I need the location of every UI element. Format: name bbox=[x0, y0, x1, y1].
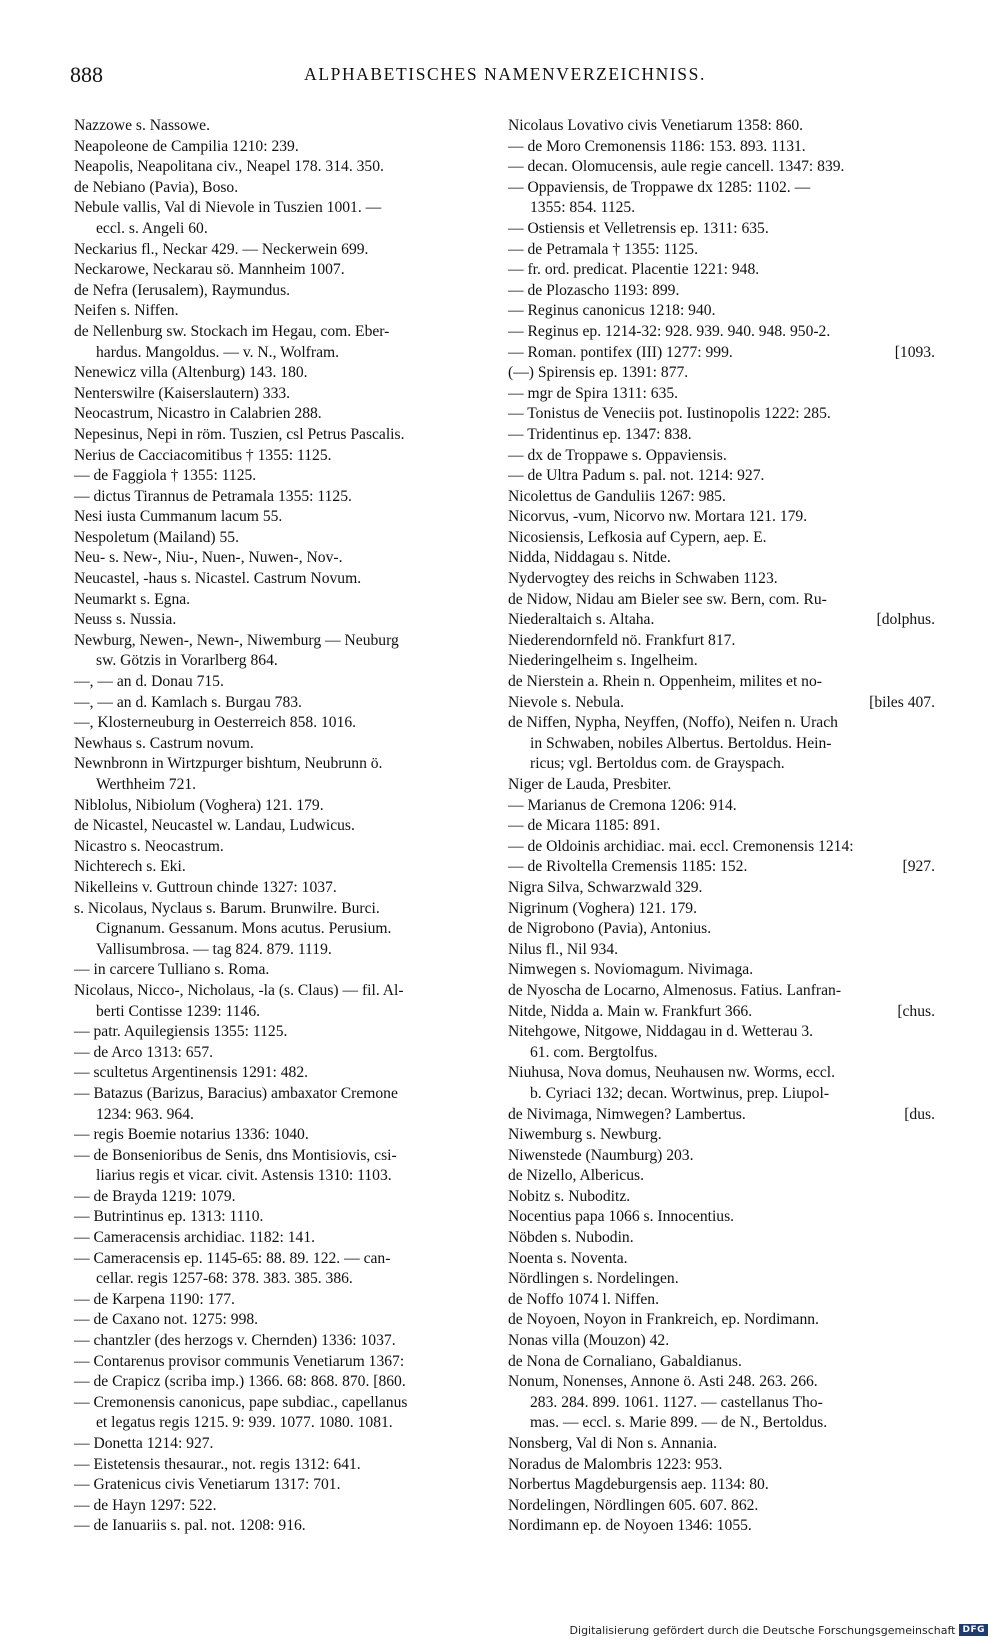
index-entry-text: Neocastrum, Nicastro in Calabrien 288. bbox=[74, 405, 322, 423]
index-entry-line bbox=[508, 1207, 943, 1228]
index-entry-text: Nicastro s. Neocastrum. bbox=[74, 837, 224, 855]
index-entry-line bbox=[508, 796, 943, 817]
index-entry-line bbox=[74, 610, 509, 631]
index-entry-line bbox=[74, 1434, 509, 1455]
page-header bbox=[70, 62, 940, 92]
index-entry-line bbox=[74, 1372, 509, 1393]
index-entry-line bbox=[74, 940, 509, 961]
index-entry-line bbox=[508, 610, 943, 631]
index-entry-text: Nebule vallis, Val di Nievole in Tuszien 1001. — bbox=[74, 199, 382, 217]
left-column bbox=[74, 116, 509, 1537]
index-entry-text: Neifen s. Niffen. bbox=[74, 302, 179, 320]
index-entry-line bbox=[74, 1413, 509, 1434]
index-entry-text: Nocentius papa 1066 s. Innocentius. bbox=[508, 1208, 735, 1226]
index-entry-text: — de Rivoltella Cremensis 1185: 152. bbox=[508, 858, 748, 876]
index-entry-text: — de Karpena 1190: 177. bbox=[74, 1290, 235, 1308]
index-entry-text: Newnbronn in Wirtzpurger bishtum, Neubrunn ö. bbox=[74, 755, 383, 773]
index-entry-line bbox=[74, 919, 509, 940]
index-entry-line bbox=[508, 672, 943, 693]
index-entry-line bbox=[508, 713, 943, 734]
index-entry-text: Norbertus Magdeburgensis aep. 1134: 80. bbox=[508, 1476, 769, 1494]
index-entry-text: Neuss s. Nussia. bbox=[74, 611, 177, 629]
index-entry-line bbox=[508, 425, 943, 446]
index-entry-line bbox=[74, 899, 509, 920]
index-entry-line bbox=[74, 1146, 509, 1167]
index-entry-text: Nicorvus, -vum, Nicorvo nw. Mortara 121. 179. bbox=[508, 508, 808, 526]
index-entry-line bbox=[74, 1249, 509, 1270]
index-entry-text: Nicolaus, Nicco-, Nicholaus, -la (s. Claus) — fil. Al- bbox=[74, 981, 404, 999]
index-entry-line bbox=[508, 1496, 943, 1517]
index-entry-line bbox=[508, 281, 943, 302]
index-entry-text: — de Bonsenioribus de Senis, dns Montisiovis, csi- bbox=[74, 1146, 397, 1164]
index-entry-text: Nazzowe s. Nassowe. bbox=[74, 117, 210, 134]
index-entry-text: — Reginus canonicus 1218: 940. bbox=[508, 302, 716, 320]
index-entry-line bbox=[74, 878, 509, 899]
index-entry-line bbox=[74, 1228, 509, 1249]
index-entry-text: — dx de Troppawe s. Oppaviensis. bbox=[508, 446, 727, 464]
index-entry-text: de Nyoscha de Locarno, Almenosus. Fatius. Lanfran- bbox=[508, 981, 842, 999]
index-entry-text: de Nicastel, Neucastel w. Landau, Ludwicus. bbox=[74, 817, 355, 835]
index-entry-text: Werthheim 721. bbox=[96, 776, 197, 793]
index-entry-text: — de Micara 1185: 891. bbox=[508, 817, 661, 835]
index-entry-text: — de Plozascho 1193: 899. bbox=[508, 281, 680, 299]
index-entry-text: Niederendornfeld nö. Frankfurt 817. bbox=[508, 631, 736, 649]
index-entry-text: 283. 284. 899. 1061. 1127. — castellanus Tho- bbox=[530, 1393, 823, 1411]
index-entry-text: Noradus de Malombris 1223: 953. bbox=[508, 1455, 723, 1473]
index-entry-line bbox=[508, 507, 943, 528]
index-entry-text: 1234: 963. 964. bbox=[96, 1105, 194, 1123]
index-entry-text: Neumarkt s. Egna. bbox=[74, 590, 191, 608]
index-entry-text: Neu- s. New-, Niu-, Nuen-, Nuwen-, Nov-. bbox=[74, 549, 343, 567]
index-entry-line bbox=[508, 1352, 943, 1373]
index-entry-line bbox=[508, 116, 943, 137]
index-entry-line bbox=[508, 1249, 943, 1270]
index-entry-line bbox=[508, 1043, 943, 1064]
index-entry-text: — de Petramala † 1355: 1125. bbox=[508, 240, 698, 258]
index-entry-text: hardus. Mangoldus. — v. N., Wolfram. bbox=[96, 343, 340, 361]
index-entry-continuation: [1093. bbox=[894, 343, 935, 361]
index-entry-line bbox=[508, 363, 943, 384]
index-entry-line bbox=[508, 446, 943, 467]
index-entry-text: de Nierstein a. Rhein n. Oppenheim, milites et no- bbox=[508, 673, 822, 691]
index-entry-text: ricus; vgl. Bertoldus com. de Grayspach. bbox=[530, 755, 785, 773]
index-entry-line bbox=[508, 816, 943, 837]
index-entry-line bbox=[508, 137, 943, 158]
index-entry-text: de Nivimaga, Nimwegen? Lambertus. bbox=[508, 1105, 746, 1123]
index-entry-text: Nerius de Cacciacomitibus † 1355: 1125. bbox=[74, 446, 332, 464]
index-entry-text: de Nefra (Ierusalem), Raymundus. bbox=[74, 281, 291, 299]
index-entry-line bbox=[508, 960, 943, 981]
index-entry-line bbox=[508, 1084, 943, 1105]
index-entry-text: b. Cyriaci 132; decan. Wortwinus, prep. Liupol- bbox=[530, 1084, 830, 1102]
index-entry-line bbox=[508, 693, 943, 714]
index-entry-line bbox=[508, 301, 943, 322]
index-entry-text: — de Caxano not. 1275: 998. bbox=[74, 1311, 259, 1329]
index-entry-line bbox=[508, 1105, 943, 1126]
index-entry-text: Newhaus s. Castrum novum. bbox=[74, 734, 254, 752]
index-entry-text: Neapoleone de Campilia 1210: 239. bbox=[74, 137, 299, 155]
index-entry-text: — Tridentinus ep. 1347: 838. bbox=[508, 425, 692, 443]
index-entry-text: Newburg, Newen-, Newn-, Niwemburg — Neuburg bbox=[74, 631, 399, 649]
index-entry-line bbox=[508, 878, 943, 899]
index-entry-line bbox=[508, 1125, 943, 1146]
index-entry-line bbox=[508, 919, 943, 940]
index-entry-continuation: [biles 407. bbox=[869, 693, 935, 711]
index-entry-text: liarius regis et vicar. civit. Astensis 1310: 1103. bbox=[96, 1167, 392, 1185]
index-entry-text: in Schwaben, nobiles Albertus. Bertoldus. Hein- bbox=[530, 734, 832, 752]
index-entry-line bbox=[508, 1455, 943, 1476]
index-entry-line bbox=[74, 1002, 509, 1023]
index-entry-text: — Ostiensis et Velletrensis ep. 1311: 635. bbox=[508, 219, 769, 237]
index-entry-line bbox=[74, 734, 509, 755]
index-entry-line bbox=[74, 775, 509, 796]
index-entry-text: —, — an d. Donau 715. bbox=[74, 673, 224, 691]
index-entry-text: de Nebiano (Pavia), Boso. bbox=[74, 178, 239, 196]
index-entry-text: et legatus regis 1215. 9: 939. 1077. 1080. 1081. bbox=[96, 1414, 393, 1432]
index-entry-text: Nitde, Nidda a. Main w. Frankfurt 366. bbox=[508, 1002, 753, 1020]
dfg-logo: DFG bbox=[959, 1624, 988, 1636]
index-entry-text: de Nellenburg sw. Stockach im Hegau, com. Eber- bbox=[74, 322, 390, 340]
index-entry-text: Nicosiensis, Lefkosia auf Cypern, aep. E. bbox=[508, 528, 767, 546]
index-entry-line bbox=[508, 1228, 943, 1249]
index-entry-text: Nonum, Nonenses, Annone ö. Asti 248. 263. 266. bbox=[508, 1373, 818, 1391]
index-entry-text: Nilus fl., Nil 934. bbox=[508, 940, 619, 958]
index-entry-line bbox=[74, 363, 509, 384]
index-entry-line bbox=[74, 1475, 509, 1496]
index-entry-text: Nydervogtey des reichs in Schwaben 1123. bbox=[508, 570, 778, 588]
index-entry-line bbox=[74, 301, 509, 322]
index-entry-text: Niger de Lauda, Presbiter. bbox=[508, 776, 672, 793]
index-entry-text: — de Brayda 1219: 1079. bbox=[74, 1187, 236, 1205]
index-entry-line bbox=[508, 404, 943, 425]
index-entry-line bbox=[74, 631, 509, 652]
index-entry-line bbox=[508, 899, 943, 920]
index-entry-line bbox=[508, 548, 943, 569]
index-entry-line bbox=[508, 1413, 943, 1434]
index-entry-line bbox=[74, 960, 509, 981]
index-entry-line bbox=[508, 754, 943, 775]
index-entry-line bbox=[74, 1084, 509, 1105]
index-entry-text: Nespoletum (Mailand) 55. bbox=[74, 528, 239, 546]
index-entry-text: 1355: 854. 1125. bbox=[530, 199, 636, 217]
index-entry-line bbox=[508, 487, 943, 508]
index-entry-text: Nenewicz villa (Altenburg) 143. 180. bbox=[74, 364, 308, 382]
index-entry-text: —, — an d. Kamlach s. Burgau 783. bbox=[74, 693, 302, 711]
index-entry-line bbox=[74, 1022, 509, 1043]
index-entry-text: Neckarius fl., Neckar 429. — Neckerwein 699. bbox=[74, 240, 369, 258]
index-entry-line bbox=[74, 260, 509, 281]
index-entry-text: — de Ianuariis s. pal. not. 1208: 916. bbox=[74, 1517, 306, 1535]
index-entry-line bbox=[508, 528, 943, 549]
index-entry-line bbox=[74, 343, 509, 364]
index-entry-line bbox=[74, 116, 509, 137]
index-entry-line bbox=[508, 651, 943, 672]
index-entry-text: —, Klosterneuburg in Oesterreich 858. 1016. bbox=[74, 714, 357, 732]
index-entry-line bbox=[74, 693, 509, 714]
index-entry-line bbox=[74, 548, 509, 569]
index-entry-line bbox=[508, 157, 943, 178]
index-entry-text: — de Faggiola † 1355: 1125. bbox=[74, 467, 257, 485]
index-entry-line bbox=[74, 569, 509, 590]
index-entry-text: — Cameracensis archidiac. 1182: 141. bbox=[74, 1229, 316, 1247]
index-entry-line bbox=[508, 219, 943, 240]
index-entry-line bbox=[74, 466, 509, 487]
index-entry-text: de Nidow, Nidau am Bieler see sw. Bern, com. Ru- bbox=[508, 590, 827, 608]
index-entry-line bbox=[508, 343, 943, 364]
index-entry-text: — de Ultra Padum s. pal. not. 1214: 927. bbox=[508, 467, 765, 485]
index-entry-line bbox=[508, 1372, 943, 1393]
index-entry-line bbox=[74, 157, 509, 178]
index-entry-text: (—) Spirensis ep. 1391: 877. bbox=[508, 364, 689, 382]
index-entry-text: — Oppaviensis, de Troppawe dx 1285: 1102. — bbox=[508, 178, 811, 196]
index-entry-line bbox=[74, 590, 509, 611]
index-entry-line bbox=[74, 672, 509, 693]
index-entry-line bbox=[508, 198, 943, 219]
index-entry-line bbox=[74, 1125, 509, 1146]
index-entry-line bbox=[508, 569, 943, 590]
index-entry-text: Niuhusa, Nova domus, Neuhausen nw. Worms, eccl. bbox=[508, 1064, 836, 1082]
index-entry-text: Nimwegen s. Noviomagum. Nivimaga. bbox=[508, 961, 754, 979]
index-entry-line bbox=[74, 425, 509, 446]
index-entry-line bbox=[508, 1146, 943, 1167]
index-entry-line bbox=[74, 754, 509, 775]
index-entry-text: Nepesinus, Nepi in röm. Tuszien, csl Petrus Pascalis. bbox=[74, 425, 405, 443]
index-entry-text: Neucastel, -haus s. Nicastel. Castrum Novum. bbox=[74, 570, 362, 588]
index-entry-line bbox=[508, 1187, 943, 1208]
index-entry-text: Nordelingen, Nördlingen 605. 607. 862. bbox=[508, 1496, 759, 1514]
index-entry-text: Neapolis, Neapolitana civ., Neapel 178. 314. 350. bbox=[74, 158, 384, 176]
index-entry-text: Neckarowe, Neckarau sö. Mannheim 1007. bbox=[74, 261, 345, 279]
index-entry-line bbox=[508, 240, 943, 261]
index-entry-text: Niwemburg s. Newburg. bbox=[508, 1126, 662, 1144]
index-entry-text: — de Hayn 1297: 522. bbox=[74, 1496, 217, 1514]
index-entry-text: Nievole s. Nebula. bbox=[508, 693, 625, 711]
index-entry-line bbox=[74, 1063, 509, 1084]
index-entry-line bbox=[508, 1331, 943, 1352]
index-entry-line bbox=[74, 651, 509, 672]
index-entry-text: — de Crapicz (scriba imp.) 1366. 68: 868. 870. [860. bbox=[74, 1373, 406, 1391]
index-entry-continuation: [chus. bbox=[897, 1002, 935, 1020]
running-title: ALPHABETISCHES NAMENVERZEICHNISS. bbox=[304, 64, 706, 84]
index-entry-line bbox=[74, 528, 509, 549]
index-entry-line bbox=[508, 981, 943, 1002]
index-entry-line bbox=[74, 198, 509, 219]
index-entry-line bbox=[74, 1496, 509, 1517]
index-entry-text: — Eistetensis thesaurar., not. regis 1312: 641. bbox=[74, 1455, 361, 1473]
index-entry-text: — Butrintinus ep. 1313: 1110. bbox=[74, 1208, 264, 1226]
index-entry-text: — Batazus (Barizus, Baracius) ambaxator Cremone bbox=[74, 1084, 398, 1102]
index-entry-text: de Nigrobono (Pavia), Antonius. bbox=[508, 920, 712, 938]
index-entry-text: 61. com. Bergtolfus. bbox=[530, 1043, 658, 1061]
index-entry-line bbox=[508, 1166, 943, 1187]
index-entry-text: Cignanum. Gessanum. Mons acutus. Perusium. bbox=[96, 920, 392, 938]
index-entry-text: Nöbden s. Nubodin. bbox=[508, 1229, 634, 1247]
index-entry-line bbox=[508, 1393, 943, 1414]
index-entry-line bbox=[508, 734, 943, 755]
index-entry-text: — Cremonensis canonicus, pape subdiac., capellanus bbox=[74, 1393, 408, 1411]
index-entry-text: berti Contisse 1239: 1146. bbox=[96, 1002, 261, 1020]
index-entry-line bbox=[74, 1166, 509, 1187]
index-entry-line bbox=[74, 178, 509, 199]
index-entry-line bbox=[74, 713, 509, 734]
index-entry-line bbox=[74, 322, 509, 343]
index-entry-line bbox=[74, 1269, 509, 1290]
index-entry-line bbox=[74, 1455, 509, 1476]
index-entry-text: sw. Götzis in Vorarlberg 864. bbox=[96, 652, 278, 670]
index-entry-line bbox=[74, 981, 509, 1002]
index-entry-text: Noenta s. Noventa. bbox=[508, 1249, 628, 1267]
index-entry-line bbox=[74, 1310, 509, 1331]
index-entry-continuation: [927. bbox=[902, 858, 935, 876]
index-entry-text: Nördlingen s. Nordelingen. bbox=[508, 1270, 679, 1288]
index-entry-line bbox=[74, 281, 509, 302]
index-entry-text: Nesi iusta Cummanum lacum 55. bbox=[74, 508, 283, 526]
index-entry-text: cellar. regis 1257-68: 378. 383. 385. 386. bbox=[96, 1270, 353, 1288]
index-entry-text: — fr. ord. predicat. Placentie 1221: 948. bbox=[508, 261, 760, 279]
index-entry-text: eccl. s. Angeli 60. bbox=[96, 219, 208, 237]
index-entry-line bbox=[74, 1043, 509, 1064]
footer bbox=[570, 1622, 988, 1638]
index-entry-text: — mgr de Spira 1311: 635. bbox=[508, 384, 679, 402]
index-entry-text: — patr. Aquilegiensis 1355: 1125. bbox=[74, 1023, 288, 1041]
index-entry-line bbox=[74, 240, 509, 261]
index-entry-text: — Roman. pontifex (III) 1277: 999. bbox=[508, 343, 733, 361]
index-entry-line bbox=[508, 837, 943, 858]
index-entry-text: — Donetta 1214: 927. bbox=[74, 1435, 214, 1452]
index-entry-text: de Noyoen, Noyon in Frankreich, ep. Nordimann. bbox=[508, 1311, 819, 1329]
index-entry-text: Nicolettus de Ganduliis 1267: 985. bbox=[508, 487, 726, 505]
index-entry-text: de Noffo 1074 l. Niffen. bbox=[508, 1290, 660, 1308]
index-entry-line bbox=[508, 775, 943, 796]
index-entry-text: — Gratenicus civis Venetiarum 1317: 701. bbox=[74, 1476, 341, 1494]
index-entry-line bbox=[74, 446, 509, 467]
index-entry-line bbox=[508, 631, 943, 652]
index-entry-line bbox=[74, 1352, 509, 1373]
index-entry-line bbox=[74, 507, 509, 528]
index-entry-continuation: [dolphus. bbox=[876, 611, 935, 629]
index-entry-text: de Nona de Cornaliano, Gabaldianus. bbox=[508, 1352, 742, 1370]
index-entry-text: Nonas villa (Mouzon) 42. bbox=[508, 1332, 670, 1350]
index-entry-line bbox=[508, 857, 943, 878]
index-entry-text: s. Nicolaus, Nyclaus s. Barum. Brunwilre. Burci. bbox=[74, 899, 380, 917]
footer-text: Digitalisierung gefördert durch die Deutsche Forschungsgemeinschaft bbox=[569, 1623, 956, 1637]
index-entry-text: Nenterswilre (Kaiserslautern) 333. bbox=[74, 384, 291, 402]
index-entry-text: — Marianus de Cremona 1206: 914. bbox=[508, 796, 737, 814]
index-entry-line bbox=[74, 796, 509, 817]
index-entry-line bbox=[74, 1331, 509, 1352]
index-entry-text: — in carcere Tulliano s. Roma. bbox=[74, 961, 270, 979]
index-entry-text: — Reginus ep. 1214-32: 928. 939. 940. 948. 950-2. bbox=[508, 322, 831, 340]
index-entry-line bbox=[508, 1516, 943, 1537]
index-entry-line bbox=[74, 1393, 509, 1414]
index-entry-text: Nitehgowe, Nitgowe, Niddagau in d. Wetterau 3. bbox=[508, 1023, 814, 1041]
index-entry-line bbox=[74, 1290, 509, 1311]
index-entry-text: Niederingelheim s. Ingelheim. bbox=[508, 652, 698, 670]
index-entry-text: Niblolus, Nibiolum (Voghera) 121. 179. bbox=[74, 796, 324, 814]
index-entry-text: — de Arco 1313: 657. bbox=[74, 1043, 214, 1061]
page-number: 888 bbox=[70, 62, 103, 87]
index-entry-text: Niwenstede (Naumburg) 203. bbox=[508, 1146, 694, 1164]
index-entry-line bbox=[508, 322, 943, 343]
index-entry-text: — Cameracensis ep. 1145-65: 88. 89. 122. — can- bbox=[74, 1249, 391, 1267]
index-entry-line bbox=[74, 1207, 509, 1228]
index-entry-text: Nigra Silva, Schwarzwald 329. bbox=[508, 878, 703, 896]
index-entry-text: Nobitz s. Nuboditz. bbox=[508, 1187, 631, 1205]
index-entry-line bbox=[74, 137, 509, 158]
index-entry-text: — dictus Tirannus de Petramala 1355: 1125. bbox=[74, 487, 352, 505]
index-entry-text: — scultetus Argentinensis 1291: 482. bbox=[74, 1064, 309, 1082]
index-entry-text: — decan. Olomucensis, aule regie cancell. 1347: 839. bbox=[508, 158, 845, 176]
index-entry-line bbox=[508, 940, 943, 961]
right-column bbox=[508, 116, 943, 1537]
index-entry-text: Nichterech s. Eki. bbox=[74, 858, 186, 876]
index-entry-line bbox=[508, 1475, 943, 1496]
index-entry-line bbox=[74, 487, 509, 508]
index-entry-line bbox=[74, 1105, 509, 1126]
index-entry-line bbox=[74, 1187, 509, 1208]
index-entry-text: mas. — eccl. s. Marie 899. — de N., Bertoldus. bbox=[530, 1414, 828, 1432]
index-entry-text: de Nizello, Albericus. bbox=[508, 1167, 644, 1185]
index-entry-text: — de Moro Cremonensis 1186: 153. 893. 1131. bbox=[508, 137, 806, 155]
index-entry-text: Vallisumbrosa. — tag 824. 879. 1119. bbox=[96, 940, 332, 958]
index-entry-line bbox=[74, 816, 509, 837]
index-entry-line bbox=[508, 1310, 943, 1331]
index-entry-line bbox=[508, 178, 943, 199]
index-entry-line bbox=[74, 837, 509, 858]
index-entry-line bbox=[74, 404, 509, 425]
index-entry-text: Niederaltaich s. Altaha. bbox=[508, 611, 655, 629]
index-entry-text: Nigrinum (Voghera) 121. 179. bbox=[508, 899, 697, 917]
index-entry-text: — chantzler (des herzogs v. Chernden) 1336: 1037. bbox=[74, 1332, 396, 1350]
index-entry-line bbox=[74, 857, 509, 878]
index-entry-line bbox=[508, 1002, 943, 1023]
index-entry-line bbox=[508, 384, 943, 405]
index-entry-line bbox=[508, 590, 943, 611]
index-entry-text: Nikelleins v. Guttroun chinde 1327: 1037. bbox=[74, 878, 337, 896]
index-entry-text: — regis Boemie notarius 1336: 1040. bbox=[74, 1126, 309, 1144]
index-entry-line bbox=[508, 1063, 943, 1084]
index-entry-text: — de Oldoinis archidiac. mai. eccl. Cremonensis 1214: bbox=[508, 837, 854, 855]
index-entry-text: — Tonistus de Veneciis pot. Iustinopolis 1222: 285. bbox=[508, 405, 831, 423]
index-entry-line bbox=[74, 1516, 509, 1537]
index-entry-text: de Niffen, Nypha, Neyffen, (Noffo), Neifen n. Urach bbox=[508, 714, 838, 732]
index-entry-text: Nordimann ep. de Noyoen 1346: 1055. bbox=[508, 1517, 752, 1535]
index-entry-text: Nicolaus Lovativo civis Venetiarum 1358: 860. bbox=[508, 117, 804, 134]
index-entry-continuation: [dus. bbox=[904, 1105, 935, 1123]
index-entry-text: — Contarenus provisor communis Venetiarum 1367: bbox=[74, 1352, 405, 1370]
index-entry-text: Nonsberg, Val di Non s. Annania. bbox=[508, 1435, 718, 1452]
index-entry-line bbox=[508, 1022, 943, 1043]
index-entry-line bbox=[508, 466, 943, 487]
index-entry-line bbox=[508, 1269, 943, 1290]
index-entry-line bbox=[508, 1434, 943, 1455]
index-entry-line bbox=[74, 384, 509, 405]
index-entry-line bbox=[508, 1290, 943, 1311]
index-entry-line bbox=[508, 260, 943, 281]
index-entry-text: Nidda, Niddagau s. Nitde. bbox=[508, 549, 671, 567]
index-entry-line bbox=[74, 219, 509, 240]
